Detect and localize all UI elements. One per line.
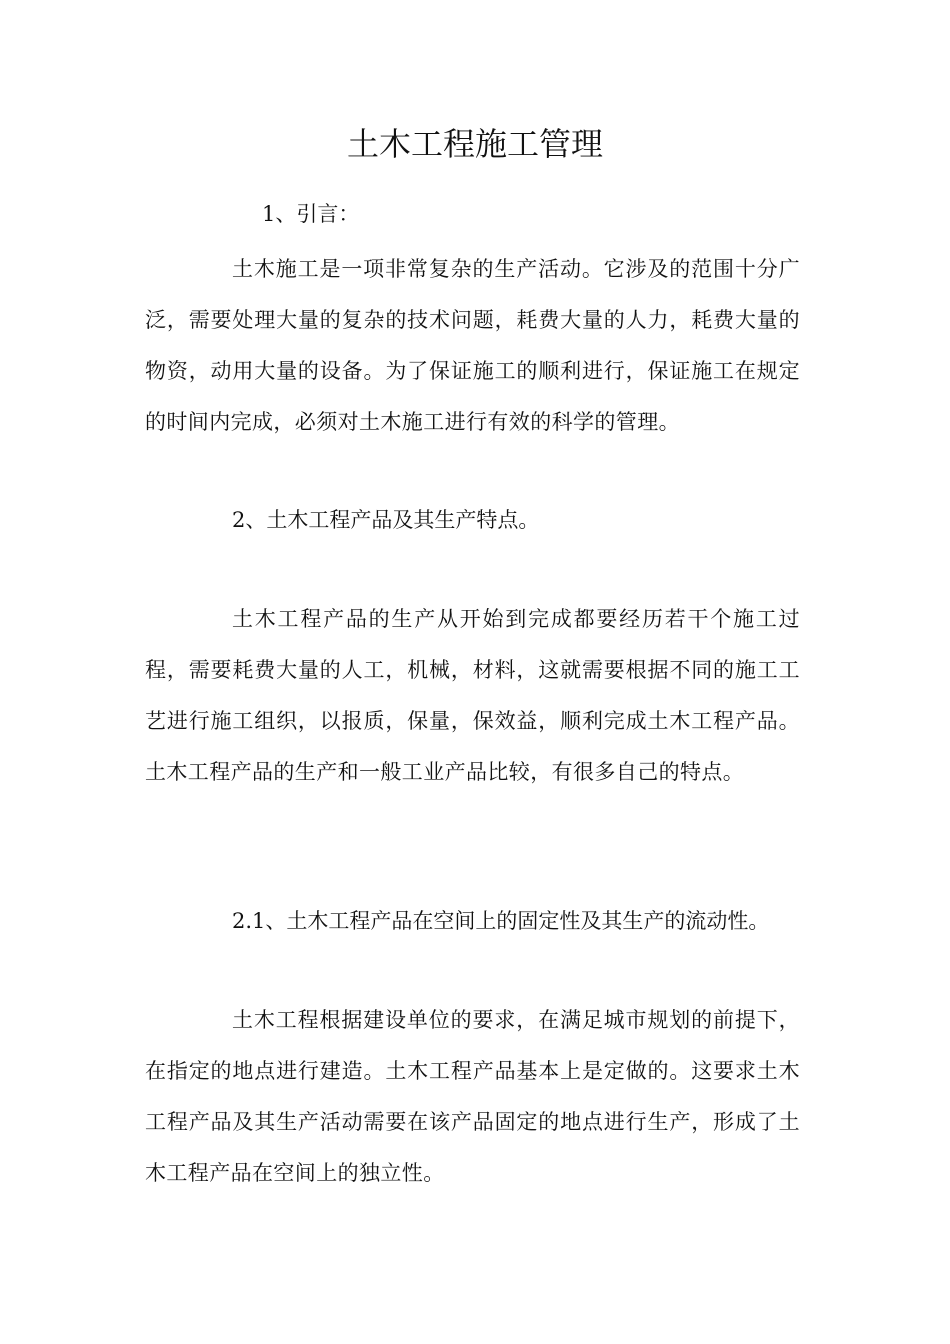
- section-paragraph-fixity-mobility: 土木工程根据建设单位的要求，在满足城市规划的前提下，在指定的地点进行建造。土木工程产品基本上是定做的。这要求土木工程产品及其生产活动需要在该产品固定的地点进行生产，形成了土木工程产品在空间上的独立性。: [145, 1008, 800, 1185]
- section-heading-product-characteristics: 2、土木工程产品及其生产特点。: [232, 508, 540, 532]
- section-paragraph-product-characteristics: 土木工程产品的生产从开始到完成都要经历若干个施工过程，需要耗费大量的人工，机械，材料，这就需要根据不同的施工工艺进行施工组织，以报质，保量，保效益，顺利完成土木工程产品。土木工程产品的生产和一般工业产品比较，有很多自己的特点。: [145, 607, 800, 784]
- section-heading-fixity-mobility: 2.1、土木工程产品在空间上的固定性及其生产的流动性。: [232, 909, 770, 933]
- section-heading-intro: 1、引言：: [262, 202, 360, 226]
- document-title: 土木工程施工管理: [346, 125, 603, 163]
- section-paragraph-intro: 土木施工是一项非常复杂的生产活动。它涉及的范围十分广泛，需要处理大量的复杂的技术问题，耗费大量的人力，耗费大量的物资，动用大量的设备。为了保证施工的顺利进行，保证施工在规定的时间内完成，必须对土木施工进行有效的科学的管理。: [145, 257, 800, 434]
